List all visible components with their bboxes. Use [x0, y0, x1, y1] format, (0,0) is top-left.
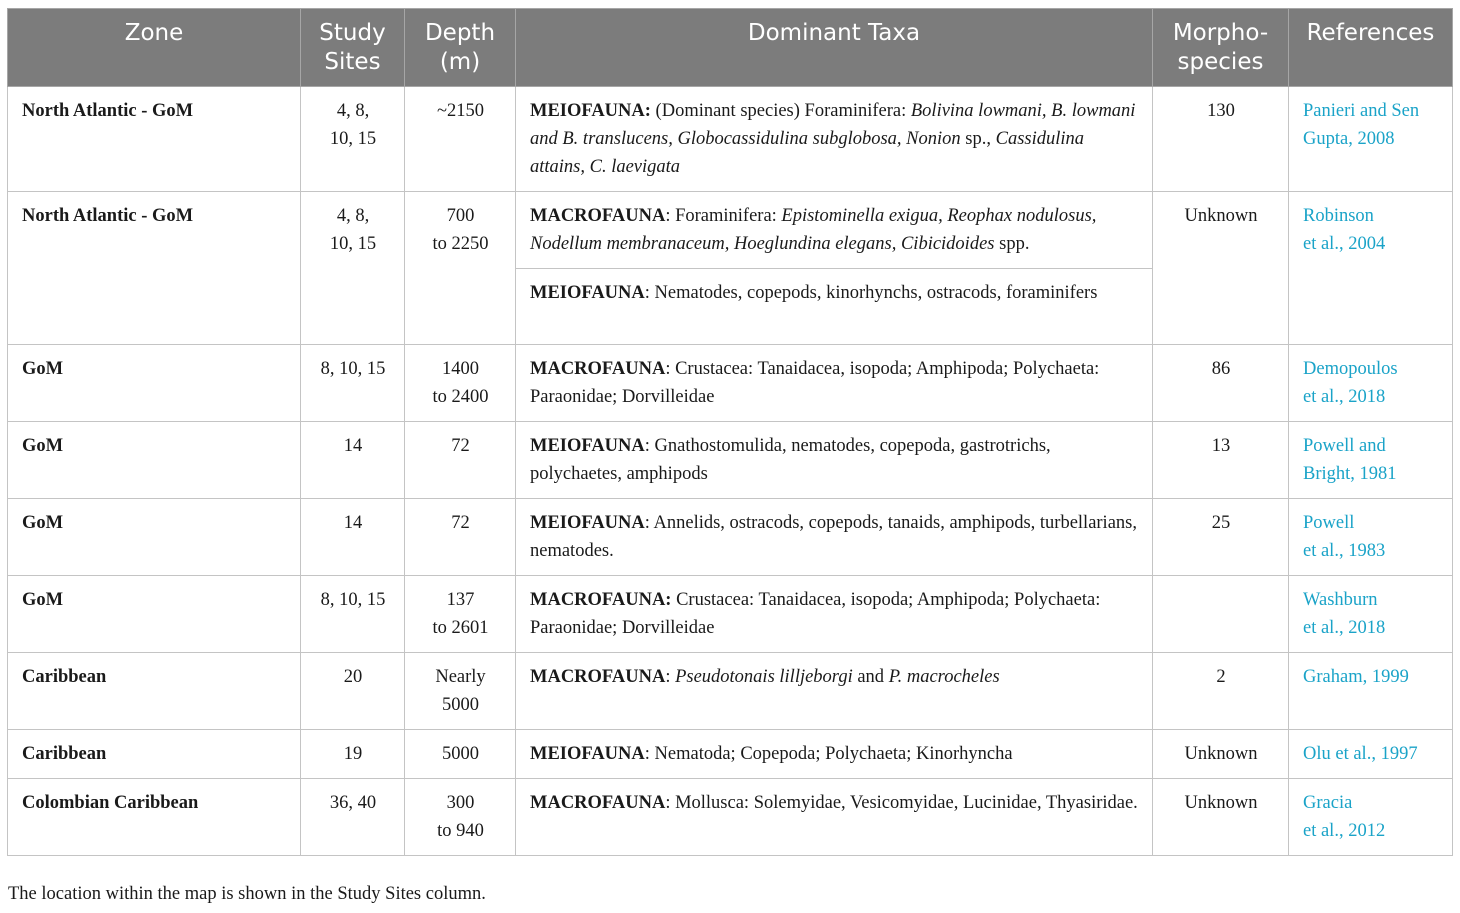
table-row	[8, 779, 1453, 856]
depth-cell: 72	[405, 422, 516, 499]
study-sites-cell: 14	[301, 422, 405, 499]
depth-cell: 300 to 940	[405, 779, 516, 856]
table-row	[8, 653, 1453, 730]
header-depth: Depth (m)	[405, 9, 516, 87]
table-row	[8, 345, 1453, 422]
zone-cell: North Atlantic - GoM	[8, 87, 301, 192]
morphospecies-cell: Unknown	[1153, 779, 1289, 856]
species-names: Pseudotonais lilljeborgi	[675, 667, 853, 687]
dominant-taxa-cell: MEIOFAUNA: Nematoda; Copepoda; Polychaeta; Kinorhyncha	[516, 730, 1153, 779]
morphospecies-cell: 2	[1153, 653, 1289, 730]
depth-cell: 5000	[405, 730, 516, 779]
study-sites-cell: 19	[301, 730, 405, 779]
depth-cell: 137 to 2601	[405, 576, 516, 653]
morphospecies-cell	[1153, 576, 1289, 653]
depth-cell: Nearly 5000	[405, 653, 516, 730]
header-zone: Zone	[8, 9, 301, 87]
reference-link[interactable]: Panieri and Sen Gupta, 2008	[1289, 87, 1453, 192]
table-row	[8, 192, 1453, 269]
dominant-taxa-cell: MACROFAUNA: Mollusca: Solemyidae, Vesicomyidae, Lucinidae, Thyasiridae.	[516, 779, 1153, 856]
fauna-group-label: MEIOFAUNA:	[530, 101, 651, 121]
header-dominant-taxa: Dominant Taxa	[516, 9, 1153, 87]
table-footnote: The location within the map is shown in the Study Sites column.	[8, 884, 486, 904]
fauna-group-label: MEIOFAUNA	[530, 513, 645, 533]
reference-link[interactable]: Powell et al., 1983	[1289, 499, 1453, 576]
dominant-taxa-cell: MACROFAUNA: Pseudotonais lilljeborgi and P. macrocheles	[516, 653, 1153, 730]
table-row	[8, 730, 1453, 779]
zone-cell: Colombian Caribbean	[8, 779, 301, 856]
study-sites-cell: 20	[301, 653, 405, 730]
depth-cell: 72	[405, 499, 516, 576]
reference-link[interactable]: Gracia et al., 2012	[1289, 779, 1453, 856]
species-names: P. macrocheles	[888, 667, 1000, 687]
fauna-group-label: MACROFAUNA	[530, 793, 666, 813]
study-sites-cell: 8, 10, 15	[301, 576, 405, 653]
dominant-taxa-cell: MEIOFAUNA: Nematodes, copepods, kinorhynchs, ostracods, foraminifers	[516, 269, 1153, 345]
depth-cell: ~2150	[405, 87, 516, 192]
species-names: Cassidulina attains, C. laevigata	[530, 129, 1085, 177]
fauna-group-label: MACROFAUNA	[530, 206, 666, 226]
zone-cell: North Atlantic - GoM	[8, 192, 301, 345]
zone-cell: GoM	[8, 499, 301, 576]
fauna-group-label: MACROFAUNA:	[530, 590, 672, 610]
study-sites-cell: 4, 8, 10, 15	[301, 87, 405, 192]
depth-cell: 700 to 2250	[405, 192, 516, 345]
morphospecies-cell: Unknown	[1153, 192, 1289, 345]
reference-link[interactable]: Powell and Bright, 1981	[1289, 422, 1453, 499]
header-references: References	[1289, 9, 1453, 87]
morphospecies-cell: 25	[1153, 499, 1289, 576]
species-names: Bolivina lowmani, B. lowmani and B. translucens, Globocassidulina subglobosa, Nonion	[530, 101, 1136, 149]
fauna-group-label: MACROFAUNA	[530, 667, 666, 687]
dominant-taxa-cell: MACROFAUNA: Crustacea: Tanaidacea, isopoda; Amphipoda; Polychaeta: Paraonidae; Dorvilleidae	[516, 576, 1153, 653]
table-row	[8, 576, 1453, 653]
zone-cell: Caribbean	[8, 730, 301, 779]
morphospecies-cell: 86	[1153, 345, 1289, 422]
reference-link[interactable]: Robinson et al., 2004	[1289, 192, 1453, 345]
morphospecies-cell: 13	[1153, 422, 1289, 499]
dominant-taxa-cell: MACROFAUNA: Foraminifera: Epistominella exigua, Reophax nodulosus, Nodellum membranaceum, Hoeglundina elegans, Cibicidoides spp.	[516, 192, 1153, 269]
study-sites-cell: 36, 40	[301, 779, 405, 856]
dominant-taxa-cell: MACROFAUNA: Crustacea: Tanaidacea, isopoda; Amphipoda; Polychaeta: Paraonidae; Dorvilleidae	[516, 345, 1153, 422]
morphospecies-cell: Unknown	[1153, 730, 1289, 779]
reference-link[interactable]: Olu et al., 1997	[1289, 730, 1453, 779]
fauna-table	[7, 8, 1453, 856]
fauna-group-label: MACROFAUNA	[530, 359, 666, 379]
species-names: Epistominella exigua, Reophax nodulosus, Nodellum membranaceum, Hoeglundina elegans, Cibicidoides	[530, 206, 1097, 254]
reference-link[interactable]: Demopoulos et al., 2018	[1289, 345, 1453, 422]
table-row	[8, 87, 1453, 192]
study-sites-cell: 4, 8, 10, 15	[301, 192, 405, 345]
fauna-group-label: MEIOFAUNA	[530, 436, 645, 456]
table-row	[8, 499, 1453, 576]
zone-cell: GoM	[8, 422, 301, 499]
header-study-sites: Study Sites	[301, 9, 405, 87]
header-row	[8, 9, 1453, 87]
zone-cell: Caribbean	[8, 653, 301, 730]
zone-cell: GoM	[8, 345, 301, 422]
header-morphospecies: Morpho- species	[1153, 9, 1289, 87]
study-sites-cell: 14	[301, 499, 405, 576]
dominant-taxa-cell: MEIOFAUNA: (Dominant species) Foraminifera: Bolivina lowmani, B. lowmani and B. translucens, Globocassidulina subglobosa, Nonion sp., Cassidulina attains, C. laevigata	[516, 87, 1153, 192]
zone-cell: GoM	[8, 576, 301, 653]
morphospecies-cell: 130	[1153, 87, 1289, 192]
study-sites-cell: 8, 10, 15	[301, 345, 405, 422]
reference-link[interactable]: Graham, 1999	[1289, 653, 1453, 730]
fauna-group-label: MEIOFAUNA	[530, 283, 645, 303]
depth-cell: 1400 to 2400	[405, 345, 516, 422]
dominant-taxa-cell: MEIOFAUNA: Gnathostomulida, nematodes, copepoda, gastrotrichs, polychaetes, amphipods	[516, 422, 1153, 499]
fauna-group-label: MEIOFAUNA	[530, 744, 645, 764]
reference-link[interactable]: Washburn et al., 2018	[1289, 576, 1453, 653]
dominant-taxa-cell: MEIOFAUNA: Annelids, ostracods, copepods, tanaids, amphipods, turbellarians, nematodes.	[516, 499, 1153, 576]
table-row	[8, 422, 1453, 499]
